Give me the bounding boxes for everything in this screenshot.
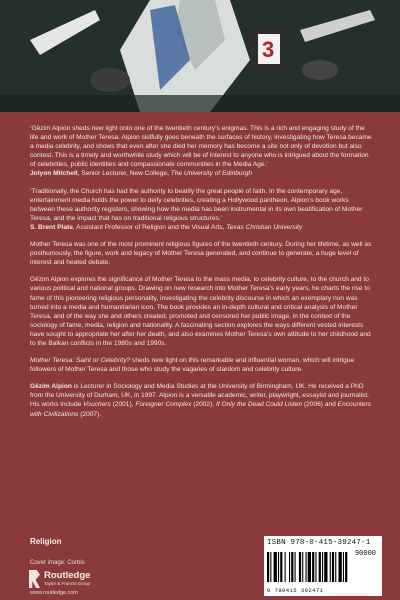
barcode-panel xyxy=(264,536,382,596)
publisher-name: Routledge xyxy=(44,570,91,581)
description-paragraph-3 xyxy=(30,356,374,374)
work-title: Foreigner Complex xyxy=(135,401,192,409)
parent-company: an informa business xyxy=(328,592,369,597)
author-bio xyxy=(30,382,374,418)
endorser-affiliation: , Assistant Professor of Religion and the Visual Arts, xyxy=(72,223,227,231)
microphone-number: 3 xyxy=(262,37,275,62)
barcode-digits: 9 780415 392471 xyxy=(267,587,324,594)
back-cover-text xyxy=(30,124,374,427)
endorser-affiliation: , Senior Lecturer, New College, xyxy=(77,170,171,178)
endorsement-quote: ‘Traditionally, the Church has had the authority to beatify the great people of faith. In the contemporary age, entertainment media holds the power to deify celebrities, creating a Hollywood pantheon. Alpion’s book works between these authority registers, showing how the media has been instrumental in its own beatification of Mother Teresa, and the impact that has on traditional religious structures.’ xyxy=(30,187,363,222)
publisher-logo xyxy=(29,568,109,590)
bio-text: (2006) and xyxy=(302,401,338,409)
isbn-text: ISBN 978-0-415-39247-1 xyxy=(267,539,371,547)
work-title: Encounters with Civilizations xyxy=(30,401,372,418)
description-text: sheds new light on this remarkable and influential woman, which will intrigue followers of Mother Teresa and those who study the vagaries of stardom and celebrity culture. xyxy=(30,357,355,374)
subject-category: Religion xyxy=(30,537,62,546)
barcode-icon xyxy=(267,552,379,584)
endorser-institution: The University of Edinburgh xyxy=(170,170,253,178)
work-title: If Only the Dead Could Listen xyxy=(215,401,303,409)
endorsement-attribution xyxy=(30,169,374,178)
bio-text: (2001), xyxy=(110,401,136,409)
bio-text: is Lecturer in Sociology and Media Studies at the University of Birmingham, UK. He received a PhD from the University of Durham, UK, in 1997. Alpion is a versatile academic, writer, playwright, essayist and journalist. His works include xyxy=(30,383,369,409)
endorser-institution: Texas Christian University xyxy=(226,223,303,231)
price-code: 90000 xyxy=(354,550,376,558)
routledge-logo-icon xyxy=(29,570,40,588)
cover-photo-illustration xyxy=(0,0,400,112)
endorsement-attribution xyxy=(30,223,374,232)
bio-text: (2002), xyxy=(191,401,216,409)
endorser-name: S. Brent Plate xyxy=(30,223,73,231)
endorsement-1 xyxy=(30,124,374,179)
bio-text: (2007). xyxy=(78,410,102,418)
cover-image-credit: Cover image: Corbis xyxy=(30,560,85,566)
description-paragraph-1: Mother Teresa was one of the most prominent religious figures of the twentieth century. During her lifetime, as well as posthumously, the figure, work and legacy of Mother Teresa generated, and continue to generate, a huge level of interest and heated debate. xyxy=(30,241,372,267)
work-title: Vouchers xyxy=(83,401,111,409)
cover-photo xyxy=(0,0,400,112)
publisher-group: Taylor & Francis Group xyxy=(44,581,91,586)
endorsement-quote: ‘Gëzim Alpion sheds new light onto one of the twentieth century’s enigmas. This is a rich and engaging study of the life and work of Mother Teresa. Alpion skilfully goes beneath the surfaces of history, investigating how Teresa became a media celebrity, and shows that even after she died her memory has become a site not only of devotion but also contest. This is a timely and worthwhile study which will be of interest to anyone who is intrigued about the formation of celebrities, public identities and compassionate communities in the Media Age.’ xyxy=(30,125,372,169)
publisher-website: www.routledge.com xyxy=(30,590,78,596)
book-title: Mother Teresa: Saint or Celebrity? xyxy=(30,357,131,365)
author-name: Gëzim Alpion xyxy=(30,383,72,391)
description-paragraph-2: Gëzim Alpion explores the significance of Mother Teresa to the mass media, to celebrity culture, to the church and to various political and national groups. Drawing on new research into Mother Teresa’s early years, he charts the rise to fame of this pioneering religious personality, investigating the celebrity discourse in which an exemplary nun was turned into a media and humanitarian icon. The book provides an in-depth cultural and critical analysis of Mother Teresa, and of the way she and others created, promoted and censored her public image, in the context of the sociology of fame, media, religion and nationality. A fascinating section explores the ways different vested interests have sought to appropriate her after her death, and also examines Mother Teresa’s own attitude to her childhood and to the Balkan conflicts in the 1980s and 1990s. xyxy=(30,276,371,347)
endorser-name: Jolyon Mitchell xyxy=(30,170,78,178)
endorsement-2 xyxy=(30,187,374,232)
